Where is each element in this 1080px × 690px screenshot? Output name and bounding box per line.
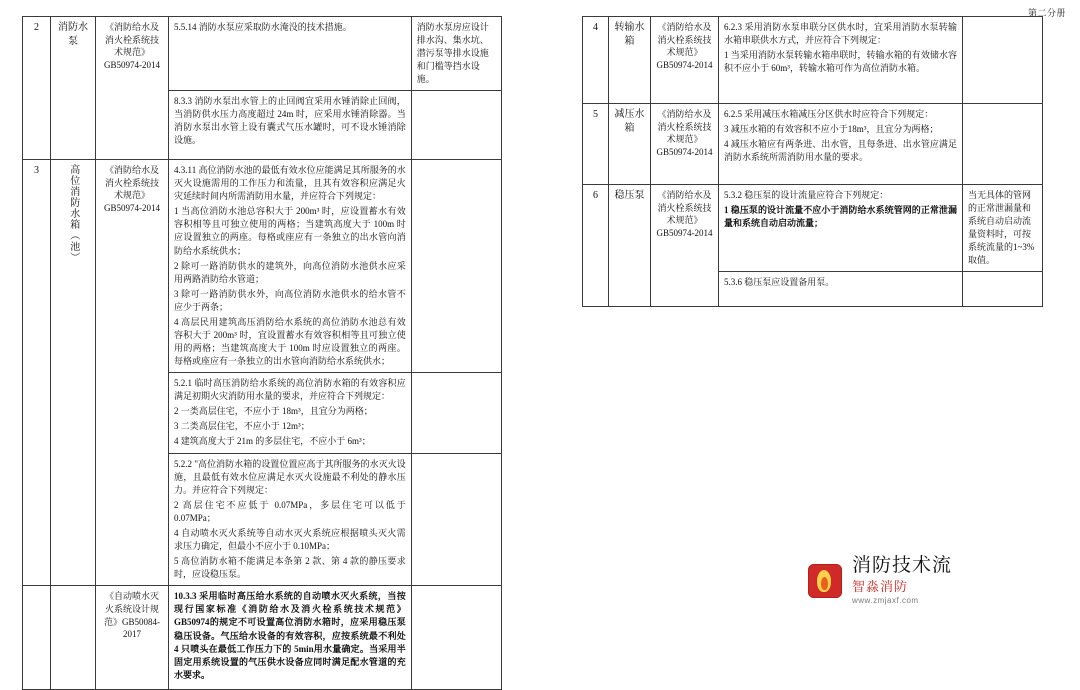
row-subject: 减压水箱: [609, 104, 651, 185]
row-subject: 稳压泵: [609, 185, 651, 307]
row-standard: 《消防给水及消火栓系统技术规范》GB50974-2014: [96, 160, 169, 586]
brand-url-label: www.zmjaxf.com: [852, 596, 919, 606]
right-requirements-table: [582, 16, 1043, 307]
row-number: 4: [583, 17, 609, 104]
clause-note: 当无具体的管网的正常泄漏量和系统自动启动流量资料时，可按系统流量的1~3% 取值。: [963, 185, 1043, 272]
clause-note: [411, 453, 501, 585]
row-number: 3: [23, 160, 51, 586]
clause-text: 6.2.5 采用减压水箱减压分区供水时应符合下列规定： 3 减压水箱的有效容积不应小于18m³，且宜分为两格； 4 减压水箱应有两条进、出水管，且每条进、出水管应满足消防水系统所需消防用水量的要求。: [719, 104, 963, 185]
brand-block: [808, 549, 1058, 613]
clause-text: 5.3.2 稳压泵的设计流量应符合下列规定： 1 稳压泵的设计流量不应小于消防给水系统管网的正常泄漏量和系统自动启动流量；: [719, 185, 963, 272]
row-standard: 《消防给水及消火栓系统技术规范》GB50974-2014: [651, 104, 719, 185]
row-number: [23, 586, 51, 690]
page-header-label: 第二分册: [1027, 8, 1066, 18]
brand-sub-label: 智淼消防: [852, 578, 909, 594]
clause-note: [963, 272, 1043, 307]
row-standard: 《消防给水及消火栓系统技术规范》GB50974-2014: [96, 17, 169, 160]
clause-text: 5.5.14 消防水泵应采取防水淹没的技术措施。: [169, 17, 412, 91]
table-row: [583, 185, 1043, 272]
clause-note: [963, 17, 1043, 104]
row-standard: 《消防给水及消火栓系统技术规范》GB50974-2014: [651, 185, 719, 307]
clause-text: 8.3.3 消防水泵出水管上的止回阀宜采用水锤消除止回阀，当消防供水压力高度超过 24m 时，应采用水锤消除器。当消防水泵出水管上设有囊式气压水罐时，可不设水锤消除设施。: [169, 91, 412, 160]
clause-text: 10.3.3 采用临时高压给水系统的自动喷水灭火系统，当按现行国家标准《消防给水及消火栓系统技术规范》GB50974的规定不可设置高位消防水箱时，应采用稳压泵稳压设备。气压给水设备的有效容积，应按系统最不利处 4 只喷头在最低工作压力下的 5min用水量确定。当采用半固定用系统设置的气压供水设备应同时满足配水管道的充水要求。: [169, 586, 412, 690]
clause-text: 5.2.1 临时高压消防给水系统的高位消防水箱的有效容积应满足初期火灾消防用水量的要求，并应符合下列规定： 2 一类高层住宅，不应小于 18m³，且宜分为两格； 3 二类高层住宅，不应小于 12m³； 4 建筑高度大于 21m 的多层住宅，不应小于 6m³；: [169, 372, 412, 453]
brand-main-label: 消防技术流: [852, 555, 953, 576]
table-row: [23, 586, 502, 690]
table-row: [23, 17, 502, 91]
clause-note: [411, 372, 501, 453]
row-subject: 消防水泵: [50, 17, 95, 160]
flame-logo-icon: [808, 564, 842, 598]
row-subject: [50, 586, 95, 690]
row-subject: 高位消防水箱（池）: [50, 160, 95, 586]
clause-text: 6.2.3 采用消防水泵串联分区供水时，宜采用消防水泵转输水箱串联供水方式，并应符合下列规定： 1 当采用消防水泵转输水箱串联时，转输水箱的有效储水容积不应小于 60m³，转输水箱可作为高位消防水箱。: [719, 17, 963, 104]
clause-text: 4.3.11 高位消防水池的最低有效水位应能满足其所服务的水灭火设施需用的工作压力和流量，且其有效容积应满足火灾延续时间内所需消防用水量，并应符合下列规定： 1 当高位消防水池总容积大于 200m³ 时，应设置蓄水有效容积相等且可独立使用的两格；当建筑高度大于 100m 时应设置独立的两座。每格或座应有一条独立的出水管向消防给水系统供水； 2 除可一路消防供水的建筑外，向高位消防水池供水应采用两路消防给水管道； 3 除可一路消防供水外，向高位消防水池供水的给水管不应少于两条； 4 高层民用建筑高压消防给水系统的高位消防水池总有效容积大于 200m³ 时，宜设置蓄水有效容积相等且可独立使用的两格；当建筑高度大于 100m 时应设置独立的两座。每格或座应有一条独立的出水管向消防给水系统供水；: [169, 160, 412, 373]
clause-note: [411, 160, 501, 373]
row-standard: 《消防给水及消火栓系统技术规范》GB50974-2014: [651, 17, 719, 104]
clause-note: 消防水泵房应设计排水沟、集水坑、潜污泵等排水设施和门槛等挡水设施。: [411, 17, 501, 91]
clause-text: 5.3.6 稳压泵应设置备用泵。: [719, 272, 963, 307]
table-row: [23, 160, 502, 373]
row-number: 5: [583, 104, 609, 185]
clause-note: [411, 91, 501, 160]
row-subject: 转输水箱: [609, 17, 651, 104]
clause-note: [963, 104, 1043, 185]
clause-note: [411, 586, 501, 690]
left-requirements-table: [22, 16, 502, 690]
clause-text: 5.2.2 "高位消防水箱的设置位置应高于其所服务的水灭火设施，且最低有效水位应满足水灭火设施最不利处的静水压力。并应符合下列规定： 2 高层住宅不应低于 0.07MPa，多层住宅可以低于 0.07MPa； 4 自动喷水灭火系统等自动水灭火系统应根据喷头灭火需求压力确定，但最小不应小于 0.10MPa； 5 高位消防水箱不能满足本条第 2 款、第 4 款的静压要求时，应设稳压泵。: [169, 453, 412, 585]
row-number: 6: [583, 185, 609, 307]
row-standard: 《自动喷水灭火系统设计规范》GB50084-2017: [96, 586, 169, 690]
table-row: [583, 104, 1043, 185]
brand-text: [852, 556, 952, 606]
table-row: [583, 17, 1043, 104]
row-number: 2: [23, 17, 51, 160]
